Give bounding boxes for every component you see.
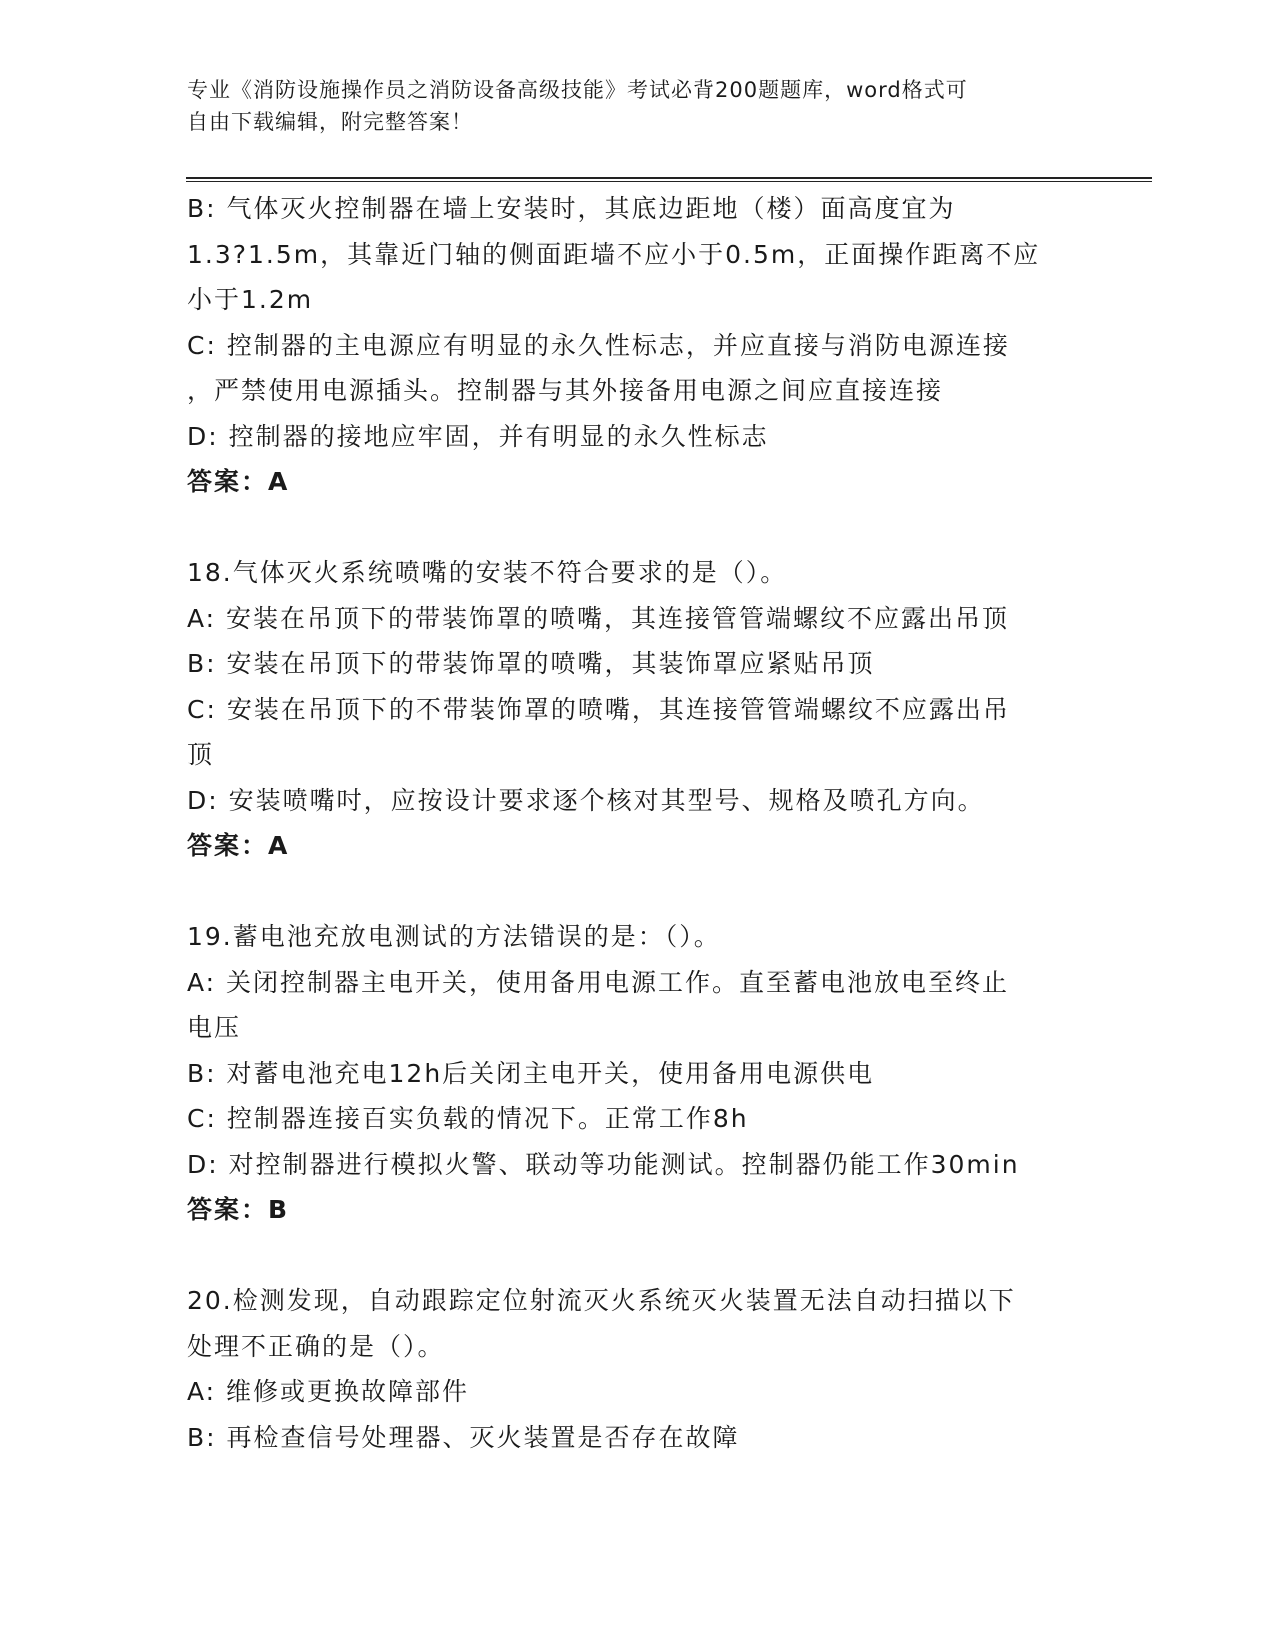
document-header — [187, 74, 1067, 138]
q19-option-c: C: 控制器连接百实负载的情况下。正常工作8h — [187, 1104, 749, 1133]
q17-option-b-line-3: 小于1.2m — [187, 285, 314, 314]
header-title-line-2: 自由下载编辑，附完整答案！ — [187, 110, 473, 134]
q19-option-b: B: 对蓄电池充电12h后关闭主电开关，使用备用电源供电 — [187, 1058, 875, 1088]
spacer — [187, 1233, 1087, 1279]
q17-option-b-line-2: 1.3?1.5m，其靠近门轴的侧面距墙不应小于0.5m，正面操作距离不应 — [187, 239, 1041, 269]
spacer — [187, 505, 1087, 551]
q17-option-c-line-2: ，严禁使用电源插头。控制器与其外接备用电源之间应直接连接 — [187, 376, 944, 405]
q20-option-a: A: 维修或更换故障部件 — [187, 1377, 470, 1406]
q18-option-c-line-1: C: 安装在吊顶下的不带装饰罩的喷嘴，其连接管管端螺纹不应露出吊 — [187, 694, 1010, 724]
q19-option-a-line-1: A: 关闭控制器主电开关，使用备用电源工作。直至蓄电池放电至终止 — [187, 967, 1010, 997]
q20-question-line-1: 20.检测发现，自动跟踪定位射流灭火系统灭火装置无法自动扫描以下 — [187, 1286, 1016, 1315]
q17-option-b-line-1: B: 气体灭火控制器在墙上安装时，其底边距地（楼）面高度宜为 — [187, 194, 956, 223]
question-18 — [187, 550, 1087, 869]
question-20 — [187, 1278, 1087, 1460]
q17-answer: 答案：A — [187, 467, 290, 496]
header-title-line-1: 专业《消防设施操作员之消防设备高级技能》考试必背200题题库，word格式可 — [187, 78, 968, 102]
q17-option-c-line-1: C: 控制器的主电源应有明显的永久性标志，并应直接与消防电源连接 — [187, 330, 1010, 360]
q18-option-b: B: 安装在吊顶下的带装饰罩的喷嘴，其装饰罩应紧贴吊顶 — [187, 649, 875, 678]
q20-question-line-2: 处理不正确的是（）。 — [187, 1331, 445, 1361]
q19-answer: 答案：B — [187, 1195, 290, 1224]
question-19 — [187, 914, 1087, 1233]
q19-question: 19.蓄电池充放电测试的方法错误的是：（）。 — [187, 922, 721, 951]
q17-option-d: D: 控制器的接地应牢固，并有明显的永久性标志 — [187, 421, 769, 451]
q18-option-a: A: 安装在吊顶下的带装饰罩的喷嘴，其连接管管端螺纹不应露出吊顶 — [187, 603, 1010, 633]
q18-answer: 答案：A — [187, 831, 290, 860]
header-divider-thick — [186, 177, 1152, 179]
question-list — [187, 186, 1087, 1460]
q18-question: 18.气体灭火系统喷嘴的安装不符合要求的是（）。 — [187, 558, 788, 587]
q18-option-d: D: 安装喷嘴吋，应按设计要求逐个核对其型号、规格及喷孔方向。 — [187, 785, 985, 815]
question-17 — [187, 186, 1087, 505]
q20-option-b: B: 再检查信号处理器、灭火装置是否存在故障 — [187, 1422, 740, 1452]
q19-option-d: D: 对控制器进行模拟火警、联动等功能测试。控制器仍能工作30min — [187, 1149, 1020, 1179]
q19-option-a-line-2: 电压 — [187, 1013, 242, 1042]
q18-option-c-line-2: 顶 — [187, 740, 215, 769]
spacer — [187, 869, 1087, 915]
header-divider-thin — [186, 181, 1152, 182]
